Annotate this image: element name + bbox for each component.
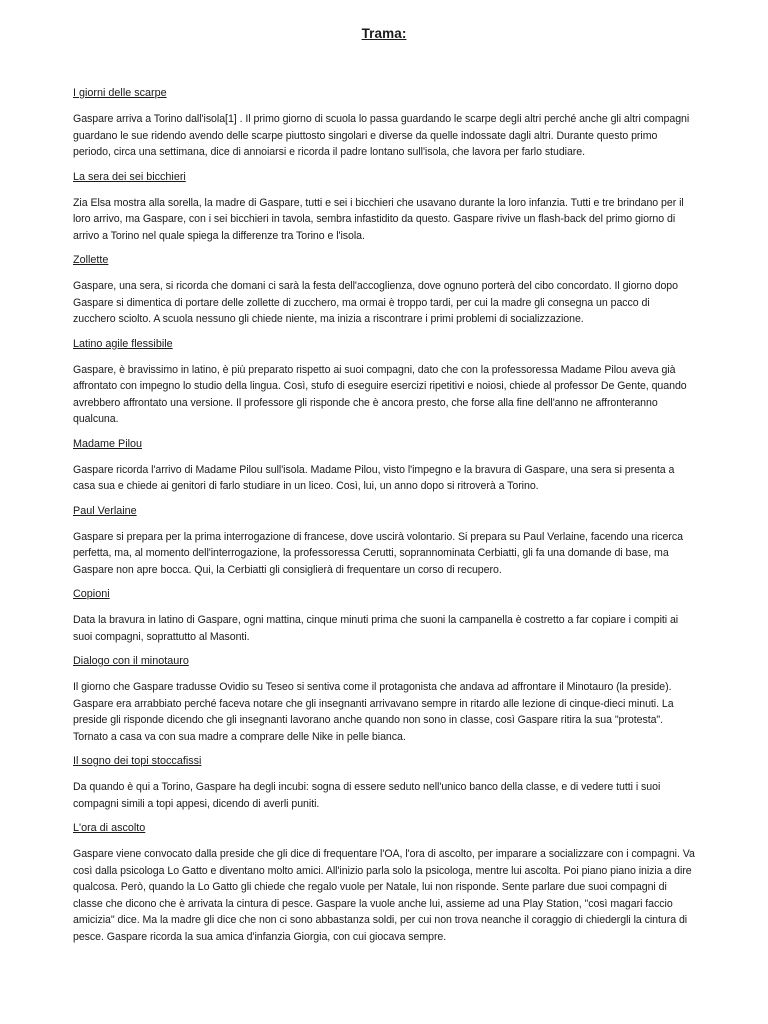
section-giorni-scarpe <box>73 86 695 161</box>
section-body: Data la bravura in latino di Gaspare, ogni mattina, cinque minuti prima che suoni la campanella è costretto a far copiare i compiti ai suoi compagni, soprattutto al Masonti. <box>73 614 679 643</box>
section-body: Da quando è qui a Torino, Gaspare ha degli incubi: sogna di essere seduto nell'unico banco della classe, e di vedere tutti i suoi compagni simili a topi appesi, dicendo di averli puniti. <box>73 781 661 810</box>
section-madame-pilou <box>73 437 695 495</box>
section-body: Gaspare, è bravissimo in latino, è più preparato rispetto ai suoi compagni, dato che con la professoressa Madame Pilou aveva già affrontato con impegno lo studio della lingua. Così, stufo di eseguire esercizi ripetitivi e noiosi, chiede al professor De Gente, quando avrebbero affrontato una versione. Il professore gli risponde che è ancora presto, che forse alla fine dell'anno ne affronteranno qualcuna. <box>73 363 687 425</box>
section-heading: I giorni delle scarpe <box>73 87 167 99</box>
section-heading: La sera dei sei bicchieri <box>73 170 186 183</box>
section-body: Gaspare arriva a Torino dall'isola[1] . Il primo giorno di scuola lo passa guardando le scarpe degli altri perché anche gli altri compagni guardano le sue ridendo avendo delle scarpe piuttosto singolari e diverse da quelle indossate dagli altri. Durante questo primo periodo, circa una settimana, dice di annoiarsi e ricorda il padre lontano sull'isola, che lavora per farlo studiare. <box>73 113 690 158</box>
section-heading: Latino agile flessibile <box>73 337 173 350</box>
section-heading: Dialogo con il minotauro <box>73 655 189 667</box>
section-zollette <box>73 253 695 328</box>
section-body: Gaspare, una sera, si ricorda che domani ci sarà la festa dell'accoglienza, dove ognuno porterà del cibo concordato. Il giorno dopo Gaspare si dimentica di portare delle zollette di zucchero, ma ormai è troppo tardi, per cui la madre gli consegna un pacco di zucchero sciolto. A scuola nessuno gli chiede niente, ma inizia a riscontrare i primi problemi di socializzazione. <box>73 280 678 325</box>
section-heading: Zollette <box>73 254 109 266</box>
section-body: Il giorno che Gaspare tradusse Ovidio su Teseo si sentiva come il protagonista che andava ad affrontare il Minotauro (la preside). Gaspare era arrabbiato perché faceva notare che gli insegnanti arrivavano sempre in ritardo alle lezione di cinque-dieci minuti. La preside gli risponde dicendo che gli insegnanti lavorano anche quando non sono in classe, così Gaspare ritira la sua "protesta". Tornato a casa va con sua madre a comprare delle Nike in pelle bianca. <box>73 681 674 743</box>
document-title: Trama: <box>361 26 407 41</box>
section-heading: L'ora di ascolto <box>73 822 146 834</box>
section-body: Gaspare ricorda l'arrivo di Madame Pilou sull'isola. Madame Pilou, visto l'impegno e la bravura di Gaspare, una sera si presenta a casa sua e chiede ai genitori di farlo studiare in un liceo. Così, lui, un anno dopo si ritroverà a Torino. <box>73 463 675 492</box>
section-body: Gaspare si prepara per la prima interrogazione di francese, dove uscirà volontario. Si prepara su Paul Verlaine, facendo una ricerca perfetta, ma, al momento dell'interrogazione, la professoressa Cerutti, soprannominata Cerbiatti, gli fa una domande di base, ma Gaspare non apre bocca. Qui, la Cerbiatti gli consiglierà di frequentare un corso di recupero. <box>73 530 683 576</box>
section-heading: Madame Pilou <box>73 437 143 450</box>
section-body: Gaspare viene convocato dalla preside che gli dice di frequentare l'OA, l'ora di ascolto, per imparare a socializzare con i compagni. Va così dalla psicologa Lo Gatto e diventano molto amici. All'inizio parla solo la psicologa, mentre lui ascolta. Poi piano piano inizia a dire qualcosa. Però, quando la Lo Gatto gli chiede che regalo vuole per Natale, lui non risponde. Sente parlare due suoi compagni di classe che dicono che è arrivata la cintura di pesce. Gaspare la vuole anche lui, assieme ad una Play Station, "così magari faccio amicizia" dice. Ma la madre gli dice che non ci sono abbastanza soldi, per cui non trova neanche il coraggio di chiedergli la cintura di pesce. Gaspare ricorda la sua amica d'infanzia Giorgia, con cui giocava sempre. <box>73 848 695 943</box>
section-latino <box>73 337 695 428</box>
section-minotauro <box>73 654 695 745</box>
section-body: Zia Elsa mostra alla sorella, la madre di Gaspare, tutti e sei i bicchieri che usavano durante la loro infanzia. Tutti e tre brindano per il loro arrivo, ma Gaspare, con i sei bicchieri in tavola, sembra infastidito da questo. Gaspare rivive un flash-back del primo giorno di arrivo a Torino nel quale spiega la differenze tra Torino e l'isola. <box>73 196 684 242</box>
section-copioni <box>73 587 695 645</box>
section-sera-bicchieri <box>73 170 695 245</box>
section-topi-stoccafissi <box>73 754 695 812</box>
section-paul-verlaine <box>73 504 695 579</box>
document-page <box>73 26 695 954</box>
section-heading: Copioni <box>73 588 110 600</box>
section-heading: Paul Verlaine <box>73 504 137 517</box>
section-ora-ascolto <box>73 821 695 945</box>
section-heading: Il sogno dei topi stoccafissi <box>73 755 202 767</box>
